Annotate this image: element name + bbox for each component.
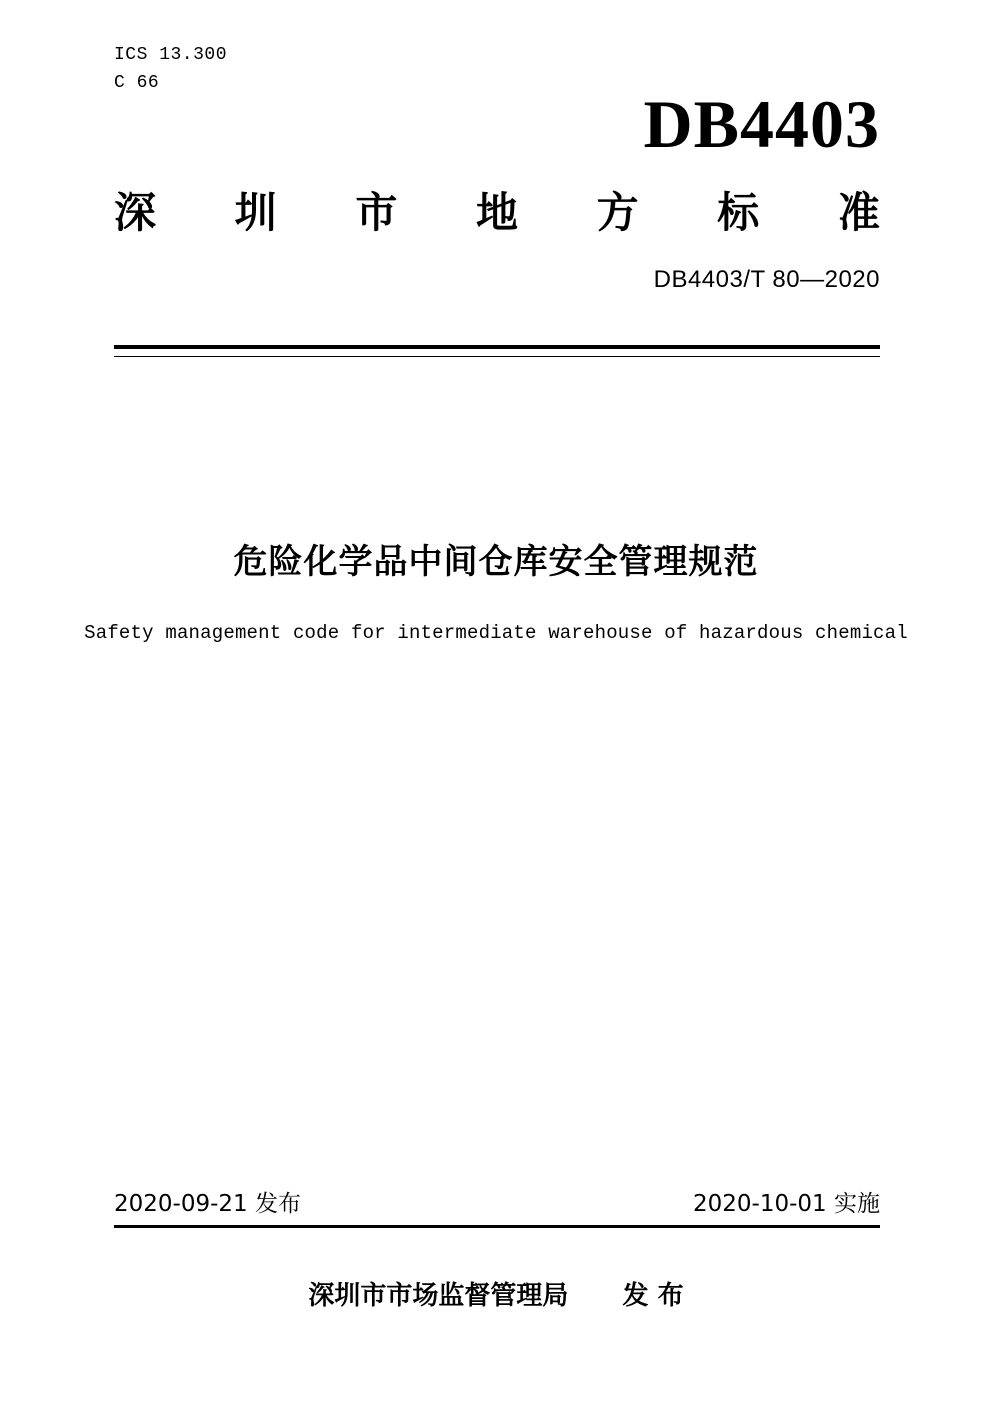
header-rule-thick (114, 345, 880, 349)
header-char-0: 深 (114, 188, 157, 237)
header-char-4: 方 (596, 188, 639, 237)
header-char-6: 准 (837, 188, 880, 237)
header-char-2: 市 (355, 188, 398, 237)
ics-code: ICS 13.300 (114, 45, 228, 65)
standard-prefix: DB4403 (643, 86, 880, 162)
standard-number: DB4403/T 80—2020 (653, 266, 880, 293)
footer-rule (114, 1225, 880, 1228)
classification-code: C 66 (114, 72, 160, 93)
header-char-3: 地 (475, 188, 518, 237)
ics-block (114, 42, 227, 98)
effective-date: 2020-10-01 实施 (693, 1191, 880, 1217)
header-char-5: 标 (717, 188, 760, 237)
header-chinese-title (114, 180, 880, 240)
date-row (114, 1185, 880, 1218)
issuer-name: 深圳市市场监督管理局 (308, 1281, 569, 1311)
header-char-1: 圳 (234, 188, 277, 237)
issuer-suffix: 发 布 (622, 1281, 684, 1311)
document-title-english: Safety management code for intermediate warehouse of hazardous chemical (84, 622, 908, 644)
document-title-chinese: 危险化学品中间仓库安全管理规范 (233, 542, 759, 582)
issuer-row (0, 1275, 992, 1312)
issue-date: 2020-09-21 发布 (114, 1191, 301, 1217)
header-rule-thin (114, 356, 880, 357)
